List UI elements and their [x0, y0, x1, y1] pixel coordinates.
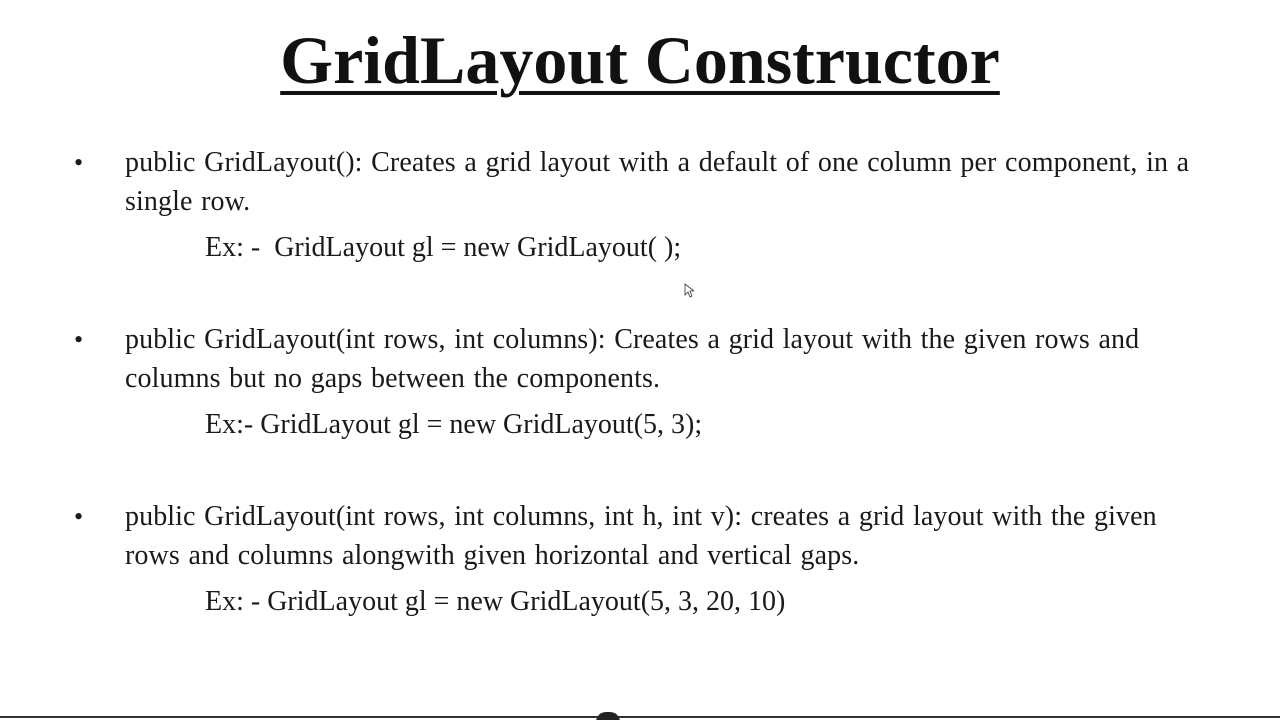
constructor-example: Ex:- GridLayout gl = new GridLayout(5, 3); — [205, 409, 703, 440]
bullet-icon: • — [74, 148, 84, 177]
constructor-description: public GridLayout(int rows, int columns, int h, int v): creates a grid layout with the given rows and columns alongwith given horizontal and vertical gaps. — [125, 501, 1157, 571]
slide-title: GridLayout Constructor — [280, 22, 1000, 98]
constructor-example: Ex: - GridLayout gl = new GridLayout( ); — [205, 232, 682, 263]
constructor-example: Ex: - GridLayout gl = new GridLayout(5, 3, 20, 10) — [205, 586, 786, 617]
bullet-icon: • — [74, 325, 84, 354]
progress-handle[interactable] — [596, 712, 620, 720]
bottom-divider — [0, 716, 1280, 718]
constructor-description: public GridLayout(int rows, int columns): Creates a grid layout with the given rows and columns but no gaps between the components. — [125, 324, 1140, 394]
constructor-description: public GridLayout(): Creates a grid layout with a default of one column per component, in a single row. — [125, 147, 1190, 217]
bullet-icon: • — [74, 502, 84, 531]
mouse-pointer-icon — [684, 283, 694, 298]
